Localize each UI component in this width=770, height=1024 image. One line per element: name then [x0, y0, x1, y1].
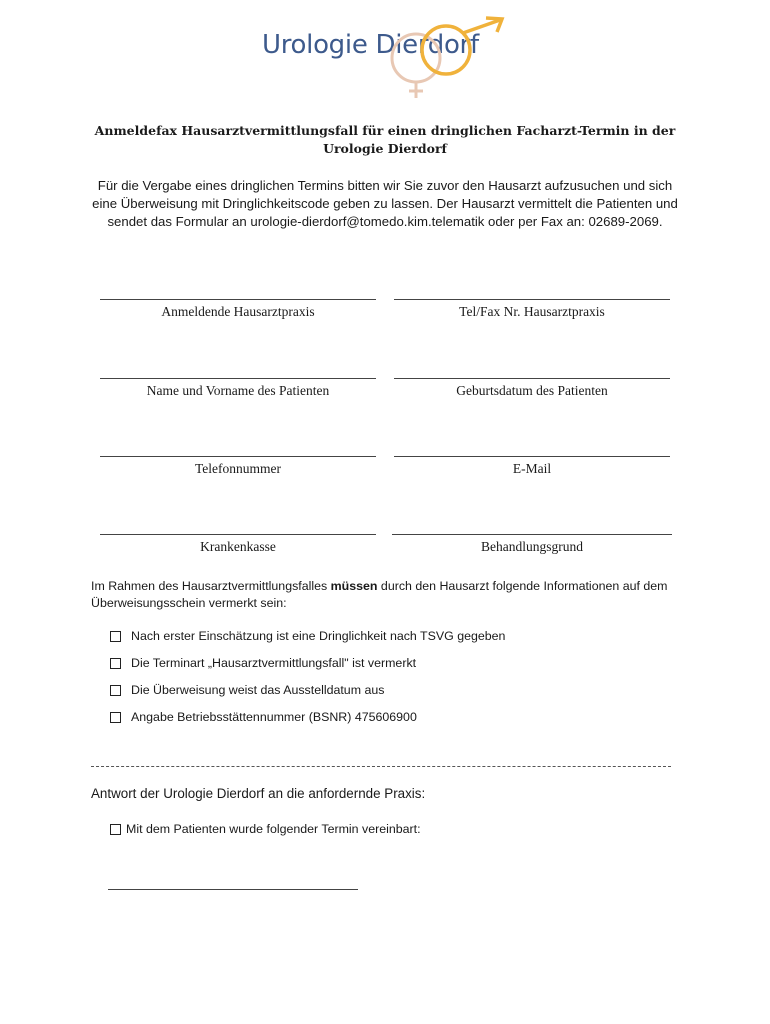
field-insurance[interactable] — [100, 534, 376, 555]
field-practice[interactable] — [100, 299, 376, 320]
requirements-emphasis: müssen — [330, 579, 378, 593]
field-phone[interactable] — [100, 456, 376, 477]
form-title: Anmeldefax Hausarztvermittlungsfall für einen dringlichen Facharzt-Termin in der Urologie Dierdorf — [94, 123, 676, 156]
checklist-label: Die Überweisung weist das Ausstelldatum aus — [131, 683, 385, 697]
checklist-label: Angabe Betriebsstättennummer (BSNR) 475606900 — [131, 710, 417, 724]
appointment-label: Mit dem Patienten wurde folgender Termin vereinbart: — [126, 822, 421, 836]
field-label: Krankenkasse — [200, 539, 276, 554]
field-label: Name und Vorname des Patienten — [146, 383, 330, 398]
field-label: E-Mail — [512, 461, 552, 476]
gender-symbols-icon — [386, 14, 516, 102]
checklist-item[interactable] — [110, 710, 417, 724]
field-label: Behandlungsgrund — [481, 539, 583, 554]
logo-text: Urologie Dierdorf — [262, 30, 479, 60]
checkbox[interactable] — [110, 712, 121, 723]
checklist-item[interactable] — [110, 629, 505, 643]
answer-heading: Antwort der Urologie Dierdorf an die anfordernde Praxis: — [91, 786, 426, 801]
field-label: Anmeldende Hausarztpraxis — [161, 304, 315, 319]
intro-text: Für die Vergabe eines dringlichen Termins bitten wir Sie zuvor den Hausarzt aufzusuchen und sich eine Überweisung mit Dringlichkeitscode geben zu lassen. Der Hausarzt vermittelt die Patienten und sendet das Formular an urologie-dierdorf@tomedo.kim.telematik oder per Fax an: 02689-2069. — [92, 178, 678, 229]
field-patient-name[interactable] — [100, 378, 376, 399]
requirements-text: Im Rahmen des Hausarztvermittlungsfalles müssen durch den Hausarzt folgende Informationen auf dem Überweisungsschein vermerkt sein: — [91, 579, 668, 610]
field-label: Geburtsdatum des Patienten — [456, 383, 608, 398]
checkbox[interactable] — [110, 631, 121, 642]
checklist-label: Die Terminart „Hausarztvermittlungsfall" ist vermerkt — [131, 656, 417, 670]
field-birthdate[interactable] — [394, 378, 670, 399]
field-reason[interactable] — [392, 534, 672, 555]
checkbox[interactable] — [110, 658, 121, 669]
checkbox[interactable] — [110, 685, 121, 696]
logo — [262, 14, 522, 102]
appointment-item[interactable] — [110, 822, 421, 836]
appointment-date-line[interactable] — [108, 889, 358, 890]
checklist-item[interactable] — [110, 683, 384, 697]
field-tel-fax[interactable] — [394, 299, 670, 320]
checklist-item[interactable] — [110, 656, 416, 670]
field-label: Telefonnummer — [194, 461, 282, 476]
checkbox[interactable] — [110, 824, 121, 835]
cut-line-divider — [91, 766, 671, 767]
checklist-label: Nach erster Einschätzung ist eine Dringlichkeit nach TSVG gegeben — [131, 629, 506, 643]
field-label: Tel/Fax Nr. Hausarztpraxis — [459, 304, 605, 319]
field-email[interactable] — [394, 456, 670, 477]
